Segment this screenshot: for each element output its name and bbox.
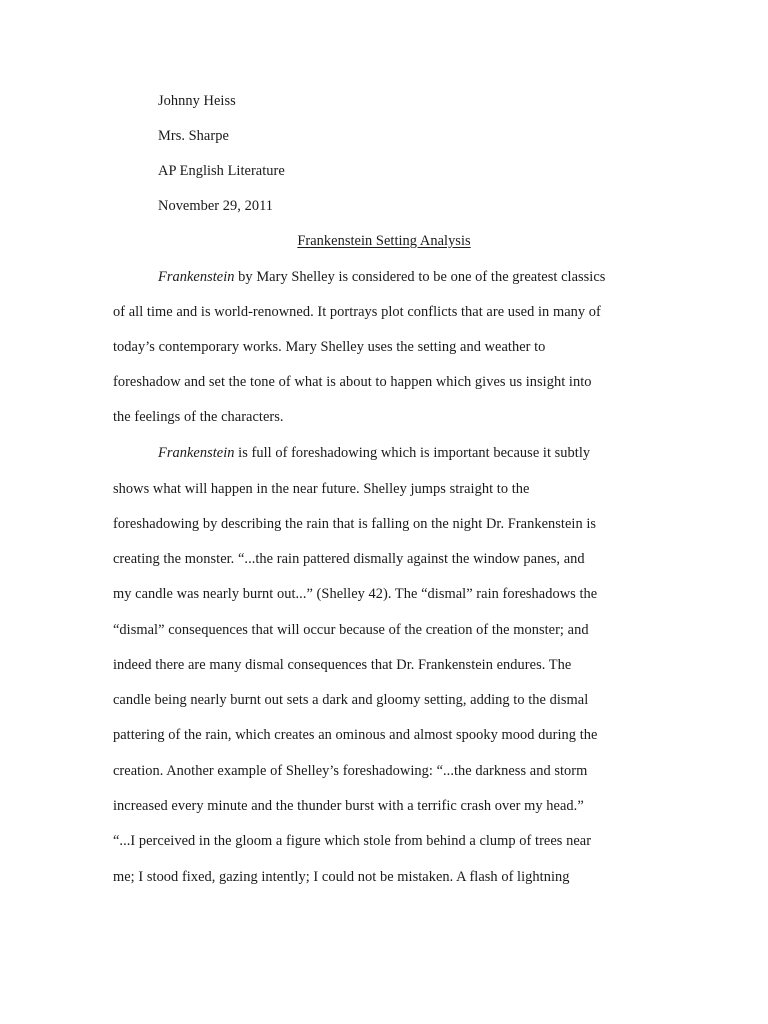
paragraph-line: indeed there are many dismal consequences that Dr. Frankenstein endures. The (113, 657, 572, 673)
paragraph-line: today’s contemporary works. Mary Shelley uses the setting and weather to (113, 339, 546, 355)
paragraph-line (158, 267, 653, 287)
paragraph-line: candle being nearly burnt out sets a dark and gloomy setting, adding to the dismal (113, 692, 589, 708)
paragraph-line: foreshadowing by describing the rain that is falling on the night Dr. Frankenstein is (113, 516, 597, 532)
paragraph-line: creation. Another example of Shelley’s foreshadowing: “...the darkness and storm (113, 763, 588, 779)
document-date: November 29, 2011 (158, 198, 274, 214)
paragraph-line: the feelings of the characters. (113, 409, 284, 425)
paragraph-line: increased every minute and the thunder burst with a terrific crash over my head.” (113, 798, 584, 814)
paragraph-line: pattering of the rain, which creates an ominous and almost spooky mood during the (113, 727, 598, 743)
paragraph-line: creating the monster. “...the rain pattered dismally against the window panes, and (113, 551, 585, 567)
paragraph-line (158, 443, 653, 463)
student-name: Johnny Heiss (158, 93, 236, 109)
italic-title: Frankenstein (158, 269, 235, 285)
teacher-name: Mrs. Sharpe (158, 128, 229, 144)
paragraph-line: of all time and is world-renowned. It portrays plot conflicts that are used in many of (113, 304, 601, 320)
paragraph-line: shows what will happen in the near future. Shelley jumps straight to the (113, 481, 530, 497)
italic-title: Frankenstein (158, 445, 235, 461)
paragraph-line: my candle was nearly burnt out...” (Shelley 42). The “dismal” rain foreshadows the (113, 586, 598, 602)
paragraph-line: me; I stood fixed, gazing intently; I could not be mistaken. A flash of lightning (113, 869, 570, 885)
paragraph-line: foreshadow and set the tone of what is about to happen which gives us insight into (113, 374, 592, 390)
line-text: is full of foreshadowing which is important because it subtly (234, 445, 591, 461)
course-name: AP English Literature (158, 163, 285, 179)
paragraph-line: “...I perceived in the gloom a figure which stole from behind a clump of trees near (113, 833, 592, 849)
line-text: by Mary Shelley is considered to be one of the greatest classics (234, 269, 606, 285)
paragraph-line: “dismal” consequences that will occur because of the creation of the monster; and (113, 622, 589, 638)
document-title: Frankenstein Setting Analysis (297, 233, 471, 249)
